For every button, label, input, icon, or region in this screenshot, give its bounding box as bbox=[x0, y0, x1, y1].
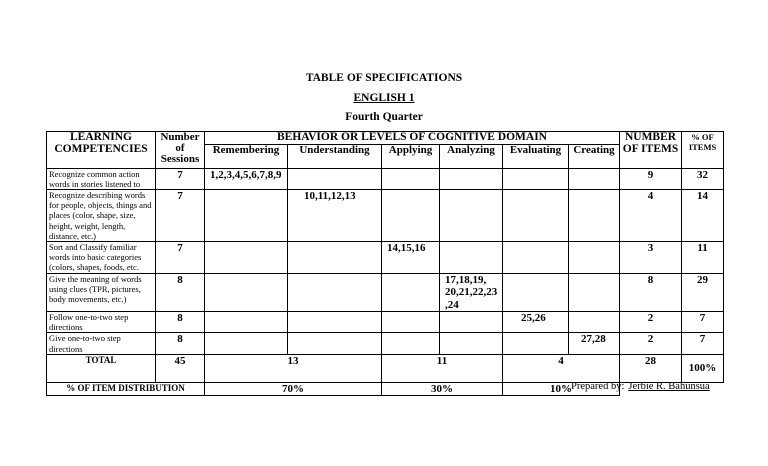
prepared-by bbox=[571, 381, 710, 392]
competency-cell: Sort and Classify familiar words into basic categories (colors, shapes, foods, etc. bbox=[47, 241, 156, 273]
creating-cell: 27,28 bbox=[569, 333, 620, 354]
total-percent: 100% bbox=[682, 354, 724, 382]
percent-cell: 7 bbox=[682, 333, 724, 354]
percent-cell: 7 bbox=[682, 312, 724, 333]
applying-cell bbox=[382, 189, 440, 241]
analyzing-cell bbox=[440, 241, 503, 273]
creating-cell bbox=[569, 189, 620, 241]
header-level-evaluating: Evaluating bbox=[503, 144, 569, 168]
sessions-cell: 7 bbox=[156, 168, 205, 189]
applying-cell bbox=[382, 312, 440, 333]
understanding-cell: 10,11,12,13 bbox=[288, 189, 382, 241]
sessions-cell: 8 bbox=[156, 273, 205, 312]
quarter-title: Fourth Quarter bbox=[345, 111, 423, 123]
specifications-table bbox=[46, 131, 724, 396]
header-level-remembering: Remembering bbox=[205, 144, 288, 168]
table-row bbox=[47, 168, 724, 189]
prepared-by-label: Prepared by: bbox=[571, 381, 625, 392]
applying-cell bbox=[382, 273, 440, 312]
remembering-cell bbox=[205, 273, 288, 312]
creating-cell bbox=[569, 241, 620, 273]
creating-cell bbox=[569, 312, 620, 333]
sessions-cell: 8 bbox=[156, 333, 205, 354]
total-label: TOTAL bbox=[47, 354, 156, 382]
competency-cell: Recognize describing words for people, objects, things and places (color, shape, size, height, weight, length, distance, etc.) bbox=[47, 189, 156, 241]
header-level-applying: Applying bbox=[382, 144, 440, 168]
header-level-creating: Creating bbox=[569, 144, 620, 168]
evaluating-cell bbox=[503, 273, 569, 312]
applying-cell: 14,15,16 bbox=[382, 241, 440, 273]
header-domain: BEHAVIOR OR LEVELS OF COGNITIVE DOMAIN bbox=[205, 132, 620, 145]
header-percent-items: % OF ITEMS bbox=[682, 132, 724, 169]
header-number-of-items: NUMBER OF ITEMS bbox=[620, 132, 682, 169]
analyzing-cell bbox=[440, 168, 503, 189]
applying-cell bbox=[382, 333, 440, 354]
remembering-cell bbox=[205, 333, 288, 354]
analyzing-cell bbox=[440, 312, 503, 333]
evaluating-cell bbox=[503, 333, 569, 354]
evaluating-cell bbox=[503, 168, 569, 189]
document-title: TABLE OF SPECIFICATIONS bbox=[305, 72, 463, 84]
percent-cell: 11 bbox=[682, 241, 724, 273]
sessions-cell: 8 bbox=[156, 312, 205, 333]
evaluating-cell: 25,26 bbox=[503, 312, 569, 333]
total-row bbox=[47, 354, 724, 382]
sessions-cell: 7 bbox=[156, 241, 205, 273]
understanding-cell bbox=[288, 312, 382, 333]
understanding-cell bbox=[288, 168, 382, 189]
percent-cell: 14 bbox=[682, 189, 724, 241]
analyzing-cell: 17,18,19, 20,21,22,23 ,24 bbox=[440, 273, 503, 312]
items-count-cell: 3 bbox=[620, 241, 682, 273]
table-row bbox=[47, 273, 724, 312]
understanding-cell bbox=[288, 333, 382, 354]
total-sessions: 45 bbox=[156, 354, 205, 382]
percent-cell: 29 bbox=[682, 273, 724, 312]
preparer-name: Jerbie R. Bahunsua bbox=[628, 381, 710, 392]
total-group-lower: 13 bbox=[205, 354, 382, 382]
competency-cell: Follow one-to-two step directions bbox=[47, 312, 156, 333]
remembering-cell: 1,2,3,4,5,6,7,8,9 bbox=[205, 168, 288, 189]
analyzing-cell bbox=[440, 189, 503, 241]
distribution-middle: 30% bbox=[382, 382, 503, 395]
applying-cell bbox=[382, 168, 440, 189]
subject-title: ENGLISH 1 bbox=[353, 92, 415, 104]
total-group-middle: 11 bbox=[382, 354, 503, 382]
items-count-cell: 2 bbox=[620, 333, 682, 354]
sessions-cell: 7 bbox=[156, 189, 205, 241]
creating-cell bbox=[569, 168, 620, 189]
header-level-analyzing: Analyzing bbox=[440, 144, 503, 168]
total-group-higher: 4 bbox=[503, 354, 620, 382]
understanding-cell bbox=[288, 241, 382, 273]
table-row bbox=[47, 333, 724, 354]
remembering-cell bbox=[205, 312, 288, 333]
creating-cell bbox=[569, 273, 620, 312]
items-count-cell: 2 bbox=[620, 312, 682, 333]
header-competencies: LEARNING COMPETENCIES bbox=[47, 132, 156, 169]
items-count-cell: 9 bbox=[620, 168, 682, 189]
competency-cell: Recognize common action words in stories listened to bbox=[47, 168, 156, 189]
distribution-lower: 70% bbox=[205, 382, 382, 395]
header-sessions: Number of Sessions bbox=[156, 132, 205, 169]
header-level-understanding: Understanding bbox=[288, 144, 382, 168]
items-count-cell: 8 bbox=[620, 273, 682, 312]
remembering-cell bbox=[205, 241, 288, 273]
table-row bbox=[47, 312, 724, 333]
items-count-cell: 4 bbox=[620, 189, 682, 241]
competency-cell: Give the meaning of words using clues (TPR, pictures, body movements, etc.) bbox=[47, 273, 156, 312]
evaluating-cell bbox=[503, 189, 569, 241]
remembering-cell bbox=[205, 189, 288, 241]
percent-cell: 32 bbox=[682, 168, 724, 189]
total-items: 28 bbox=[620, 354, 682, 382]
understanding-cell bbox=[288, 273, 382, 312]
header-row-1 bbox=[47, 132, 724, 145]
table-row bbox=[47, 189, 724, 241]
distribution-label: % OF ITEM DISTRIBUTION bbox=[47, 382, 205, 395]
evaluating-cell bbox=[503, 241, 569, 273]
competency-cell: Give one-to-two step directions bbox=[47, 333, 156, 354]
table-row bbox=[47, 241, 724, 273]
distribution-higher: 10% bbox=[503, 382, 620, 395]
analyzing-cell bbox=[440, 333, 503, 354]
